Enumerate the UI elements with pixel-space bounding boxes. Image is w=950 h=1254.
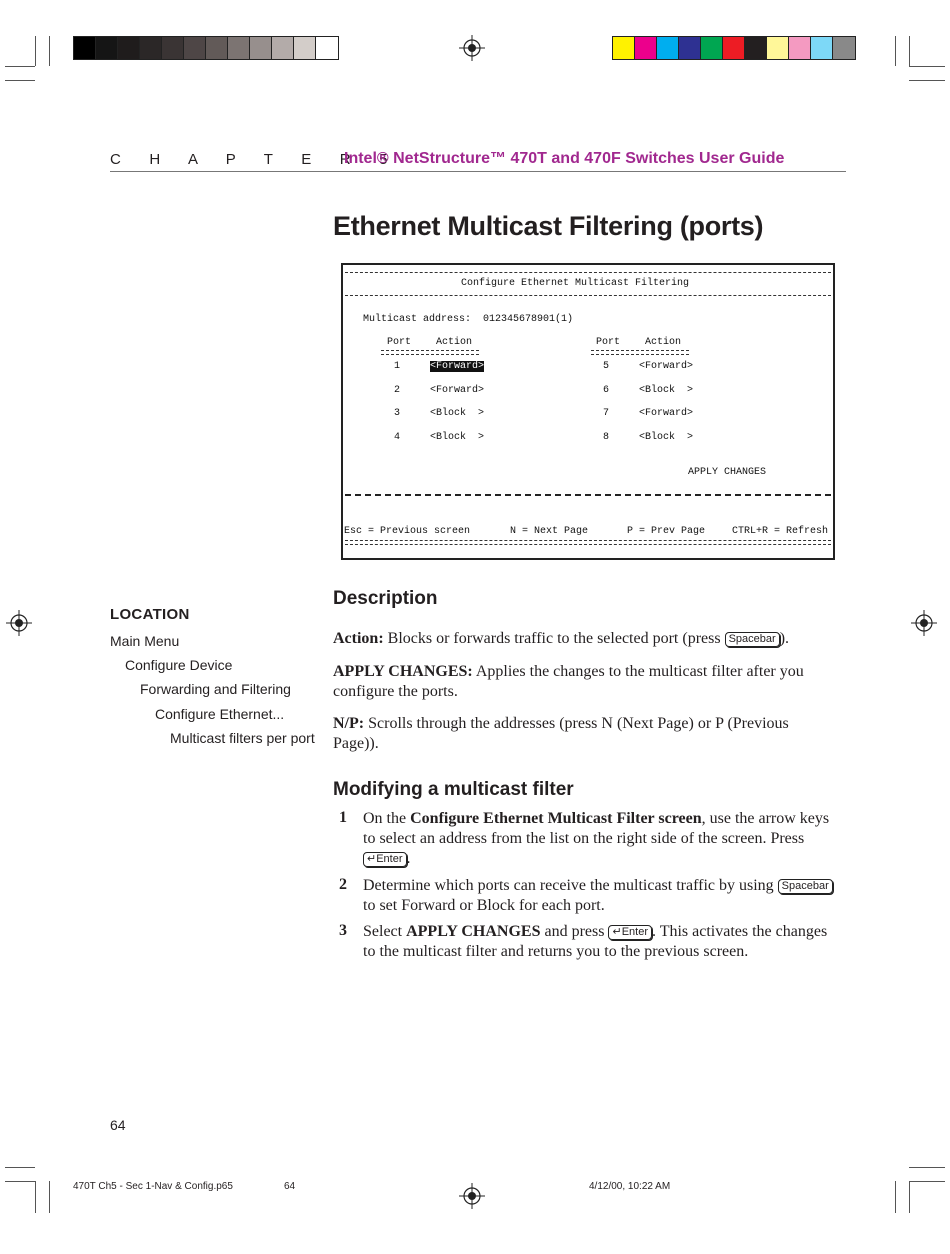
slug-filename: 470T Ch5 - Sec 1-Nav & Config.p65 xyxy=(73,1181,233,1192)
port-number: 6 xyxy=(603,385,610,396)
enter-key-icon: ↵Enter xyxy=(363,852,407,867)
registration-mark-icon xyxy=(459,1183,485,1209)
terminal-screenshot xyxy=(341,263,835,560)
port-action-toggle[interactable]: <Forward> xyxy=(639,408,694,419)
action-column-header: Action xyxy=(436,337,473,348)
step-3: Select APPLY CHANGES and press ↵Enter . This activates the changes to the multicast filter and returns you to the previous screen. xyxy=(363,923,828,960)
color-swatch xyxy=(228,37,250,59)
page-title: Ethernet Multicast Filtering (ports) xyxy=(333,211,764,241)
header-rule xyxy=(110,171,846,172)
port-action-toggle[interactable]: <Forward> xyxy=(639,361,694,372)
port-number: 8 xyxy=(603,432,610,443)
step-1: On the Configure Ethernet Multicast Filter screen, use the arrow keys to select an address from the list on the right side of the screen. Press ↵Enter . xyxy=(363,810,830,867)
apply-changes-description: APPLY CHANGES: Applies the changes to the multicast filter after you configure the ports. xyxy=(333,663,804,700)
action-column-header: Action xyxy=(645,337,682,348)
footer-next-hint: N = Next Page xyxy=(510,526,589,537)
color-swatch xyxy=(272,37,294,59)
np-description: N/P: Scrolls through the addresses (press N (Next Page) or P (Previous Page)). xyxy=(333,715,789,752)
location-path-item: Main Menu xyxy=(110,633,180,649)
footer-refresh-hint: CTRL+R = Refresh xyxy=(732,526,829,537)
spacebar-key-icon: Spacebar xyxy=(778,879,833,894)
port-action-toggle[interactable]: <Block > xyxy=(430,432,485,443)
np-label: N/P: xyxy=(333,715,365,732)
color-swatch xyxy=(140,37,162,59)
color-swatch xyxy=(96,37,118,59)
color-swatch xyxy=(184,37,206,59)
port-number: 1 xyxy=(394,361,401,372)
apply-changes-button[interactable]: APPLY CHANGES xyxy=(688,467,767,478)
port-action-toggle[interactable]: <Block > xyxy=(639,432,694,443)
color-swatch xyxy=(118,37,140,59)
color-swatch xyxy=(206,37,228,59)
port-number: 2 xyxy=(394,385,401,396)
color-swatch xyxy=(723,37,745,59)
action-label: Action: xyxy=(333,630,384,647)
color-swatch xyxy=(701,37,723,59)
terminal-title: Configure Ethernet Multicast Filtering xyxy=(461,278,690,289)
registration-mark-icon xyxy=(6,610,32,636)
description-heading: Description xyxy=(333,588,438,609)
location-heading: LOCATION xyxy=(110,606,190,623)
port-number: 3 xyxy=(394,408,401,419)
location-path-item: Forwarding and Filtering xyxy=(140,681,291,697)
step-number: 2 xyxy=(339,876,347,893)
spacebar-key-icon: Spacebar xyxy=(725,632,780,647)
chapter-label: C H A P T E R 5 xyxy=(110,151,400,168)
port-number: 5 xyxy=(603,361,610,372)
port-action-toggle[interactable]: <Forward> xyxy=(430,361,485,372)
color-swatch xyxy=(767,37,789,59)
multicast-address: Multicast address: 012345678901(1) xyxy=(363,314,574,325)
port-number: 7 xyxy=(603,408,610,419)
step-number: 3 xyxy=(339,922,347,939)
color-swatch xyxy=(294,37,316,59)
grayscale-color-bar xyxy=(73,36,339,60)
registration-mark-icon xyxy=(459,35,485,61)
enter-key-icon: ↵Enter xyxy=(608,925,652,940)
registration-mark-icon xyxy=(911,610,937,636)
action-description: Action: Blocks or forwards traffic to the selected port (press Spacebar ). xyxy=(333,630,790,647)
port-column-header: Port xyxy=(596,337,621,348)
color-swatch xyxy=(635,37,657,59)
port-action-toggle[interactable]: <Block > xyxy=(430,408,485,419)
page-number: 64 xyxy=(110,1117,126,1133)
color-swatch xyxy=(657,37,679,59)
port-column-header: Port xyxy=(387,337,412,348)
modifying-heading: Modifying a multicast filter xyxy=(333,779,574,800)
location-path-item: Multicast filters per port xyxy=(170,730,315,746)
guide-title: Intel® NetStructure™ 470T and 470F Switches User Guide xyxy=(344,150,785,167)
footer-prev-hint: P = Prev Page xyxy=(627,526,706,537)
port-action-toggle[interactable]: <Forward> xyxy=(430,385,485,396)
color-swatch xyxy=(811,37,833,59)
color-swatch xyxy=(74,37,96,59)
color-swatch xyxy=(679,37,701,59)
color-swatch xyxy=(613,37,635,59)
process-color-bar xyxy=(612,36,856,60)
slug-page: 64 xyxy=(284,1181,296,1192)
location-path-item: Configure Device xyxy=(125,657,233,673)
slug-date: 4/12/00, 10:22 AM xyxy=(589,1181,671,1192)
location-path-item: Configure Ethernet... xyxy=(155,706,285,722)
color-swatch xyxy=(250,37,272,59)
color-swatch xyxy=(789,37,811,59)
apply-label: APPLY CHANGES: xyxy=(333,663,473,680)
color-swatch xyxy=(316,37,338,59)
color-swatch xyxy=(745,37,767,59)
footer-esc-hint: Esc = Previous screen xyxy=(344,526,471,537)
port-number: 4 xyxy=(394,432,401,443)
step-2: Determine which ports can receive the multicast traffic by using Spacebar to set Forward or Block for each port. xyxy=(363,876,838,916)
color-swatch xyxy=(162,37,184,59)
step-number: 1 xyxy=(339,809,347,826)
port-action-toggle[interactable]: <Block > xyxy=(639,385,694,396)
color-swatch xyxy=(833,37,855,59)
